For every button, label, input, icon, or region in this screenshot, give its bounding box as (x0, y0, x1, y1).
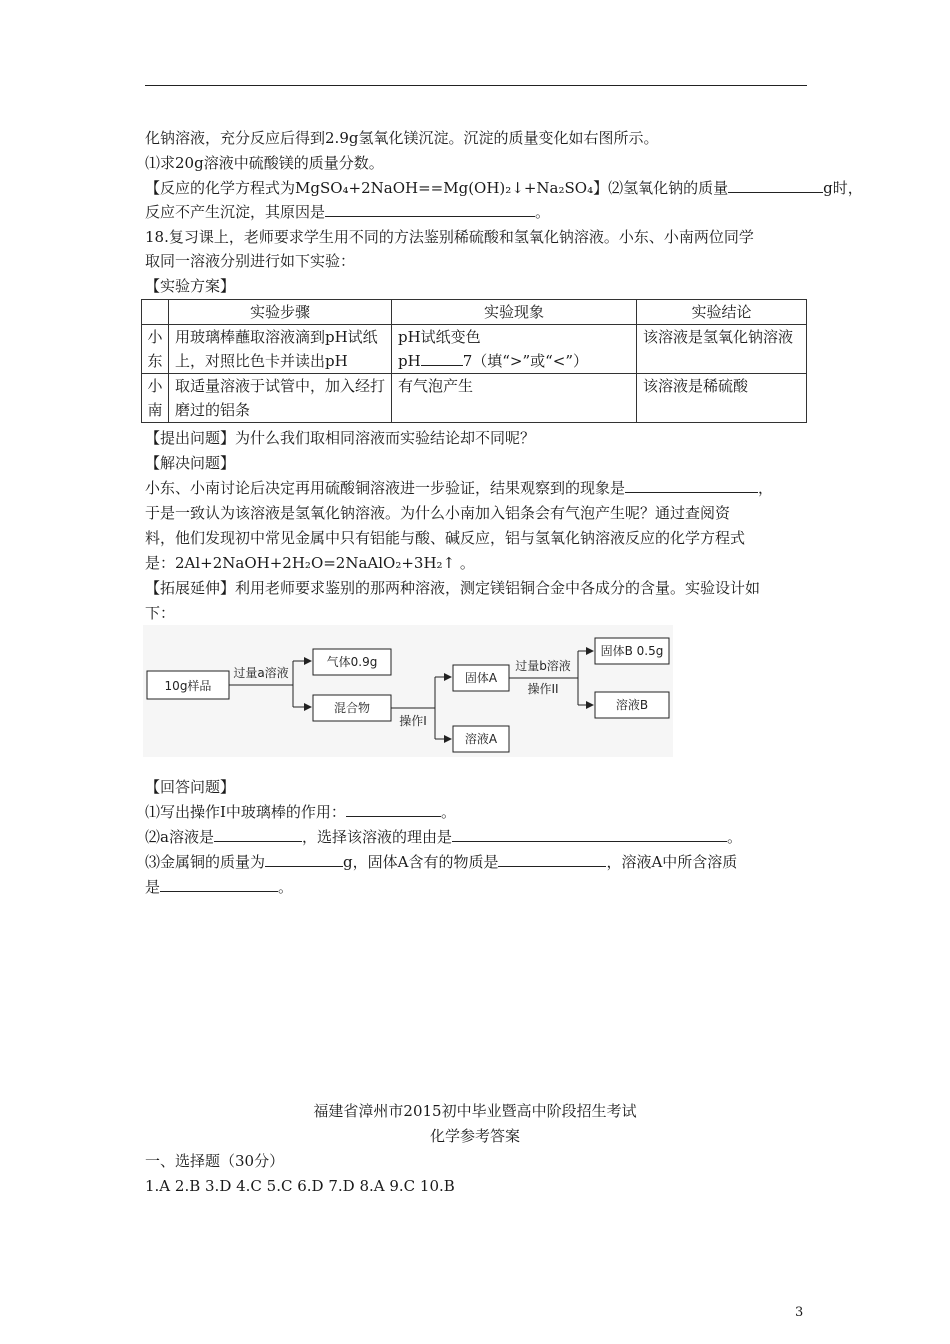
answer-blank[interactable] (498, 852, 606, 867)
q18-line1: 18.复习课上，老师要求学生用不同的方法鉴别稀硫酸和氢氧化钠溶液。小东、小南两位同学 (145, 228, 754, 246)
row-phenomenon: 有气泡产生 (392, 374, 637, 423)
row-step: 用玻璃棒蘸取溶液滴到pH试纸上，对照比色卡并读出pH (169, 325, 392, 374)
header-phenomenon: 实验现象 (392, 300, 637, 325)
question-heading: 【提出问题】为什么我们取相同溶液而实验结论却不同呢？ (145, 429, 536, 447)
ph-blank[interactable] (421, 351, 463, 366)
solid-a-label: 固体A (464, 671, 498, 685)
table-row (142, 325, 807, 374)
table-header-row (142, 300, 807, 325)
experiment-table (141, 299, 807, 423)
extend-line1: 【拓展延伸】利用老师要求鉴别的那两种溶液，测定镁铝铜合金中各成分的含量。实验设计如 (145, 579, 761, 597)
mixture-label: 混合物 (333, 701, 371, 715)
q17-equation: 【反应的化学方程式为MgSO₄+2NaOH==Mg(OH)₂↓+Na₂SO₄】⑵氢氧化钠的质量 (145, 179, 729, 197)
extend-line2: 下： (145, 604, 176, 622)
reagent-a-label: 过量a溶液 (233, 666, 289, 680)
solve-heading: 【解决问题】 (145, 454, 236, 472)
answer-blank[interactable] (625, 478, 758, 493)
q17-line1: 化钠溶液，充分反应后得到2.9g氢氧化镁沉淀。沉淀的质量变化如右图所示。 (145, 129, 659, 147)
header-conclusion: 实验结论 (637, 300, 807, 325)
q17-equation-line: 【反应的化学方程式为MgSO₄+2NaOH==Mg(OH)₂↓+Na₂SO₄】⑵氢氧化钠的质量 g时， (145, 179, 863, 197)
flow-diagram (143, 625, 673, 757)
row-conclusion: 该溶液是氢氧化钠溶液 (637, 325, 807, 374)
answer-blank[interactable] (346, 802, 441, 817)
solve-line1: 小东、小南讨论后决定再用硫酸铜溶液进一步验证，结果观察到的现象是 ， (145, 479, 774, 497)
answer-blank[interactable] (728, 178, 823, 193)
answer-heading: 【回答问题】 (145, 778, 236, 796)
reagent-b-label: 过量b溶液 (515, 659, 571, 673)
answer-q1: ⑴写出操作I中玻璃棒的作用： 。 (145, 803, 456, 821)
answer-q3: ⑶金属铜的质量为 g，固体A含有的物质是 ，溶液A中所含溶质 (145, 853, 738, 871)
page-number: 3 (795, 1305, 804, 1320)
sample-label: 10g样品 (164, 679, 212, 693)
op2-label: 操作II (527, 682, 559, 696)
row-phenomenon: pH试纸变色 pH 7（填“>”或“<”） (392, 325, 637, 374)
answers-choices: 1.A 2.B 3.D 4.C 5.C 6.D 7.D 8.A 9.C 10.B (145, 1177, 455, 1195)
answers-section: 一、选择题（30分） (145, 1152, 285, 1170)
solve-line4: 是：2Al+2NaOH+2H₂O=2NaAlO₂+3H₂↑ 。 (145, 554, 475, 572)
answers-subtitle: 化学参考答案 (429, 1127, 520, 1145)
q17-reason-line: 反应不产生沉淀，其原因是 。 (145, 203, 551, 221)
q17-part1: ⑴求20g溶液中硫酸镁的质量分数。 (145, 154, 384, 172)
op1-label: 操作I (399, 714, 427, 728)
solid-b-label: 固体B 0.5g (600, 644, 664, 658)
row-name: 小东 (142, 325, 169, 374)
row-conclusion: 该溶液是稀硫酸 (637, 374, 807, 423)
answer-blank[interactable] (160, 877, 278, 892)
answer-blank[interactable] (325, 202, 535, 217)
solve-line3: 料，他们发现初中常见金属中只有铝能与酸、碱反应，铝与氢氧化钠溶液反应的化学方程式 (145, 529, 746, 547)
header-rule (145, 85, 807, 86)
solution-a-label: 溶液A (464, 732, 498, 746)
row-name: 小南 (142, 374, 169, 423)
answer-blank[interactable] (265, 852, 343, 867)
q18-line2: 取同一溶液分别进行如下实验： (145, 252, 356, 270)
solve-line2: 于是一致认为该溶液是氢氧化钠溶液。为什么小南加入铝条会有气泡产生呢？通过查阅资 (145, 504, 731, 522)
answers-title: 福建省漳州市2015初中毕业暨高中阶段招生考试 (313, 1102, 637, 1120)
table-row (142, 374, 807, 423)
answer-q2: ⑵a溶液是 ，选择该溶液的理由是 。 (145, 828, 742, 846)
solution-b-label: 溶液B (615, 698, 649, 712)
gas-label: 气体0.9g (326, 655, 378, 669)
answer-blank[interactable] (452, 827, 727, 842)
answer-blank[interactable] (214, 827, 302, 842)
row-step: 取适量溶液于试管中，加入经打磨过的铝条 (169, 374, 392, 423)
plan-heading: 【实验方案】 (145, 277, 236, 295)
answer-q3-cont: 是 。 (145, 878, 294, 896)
header-step: 实验步骤 (169, 300, 392, 325)
